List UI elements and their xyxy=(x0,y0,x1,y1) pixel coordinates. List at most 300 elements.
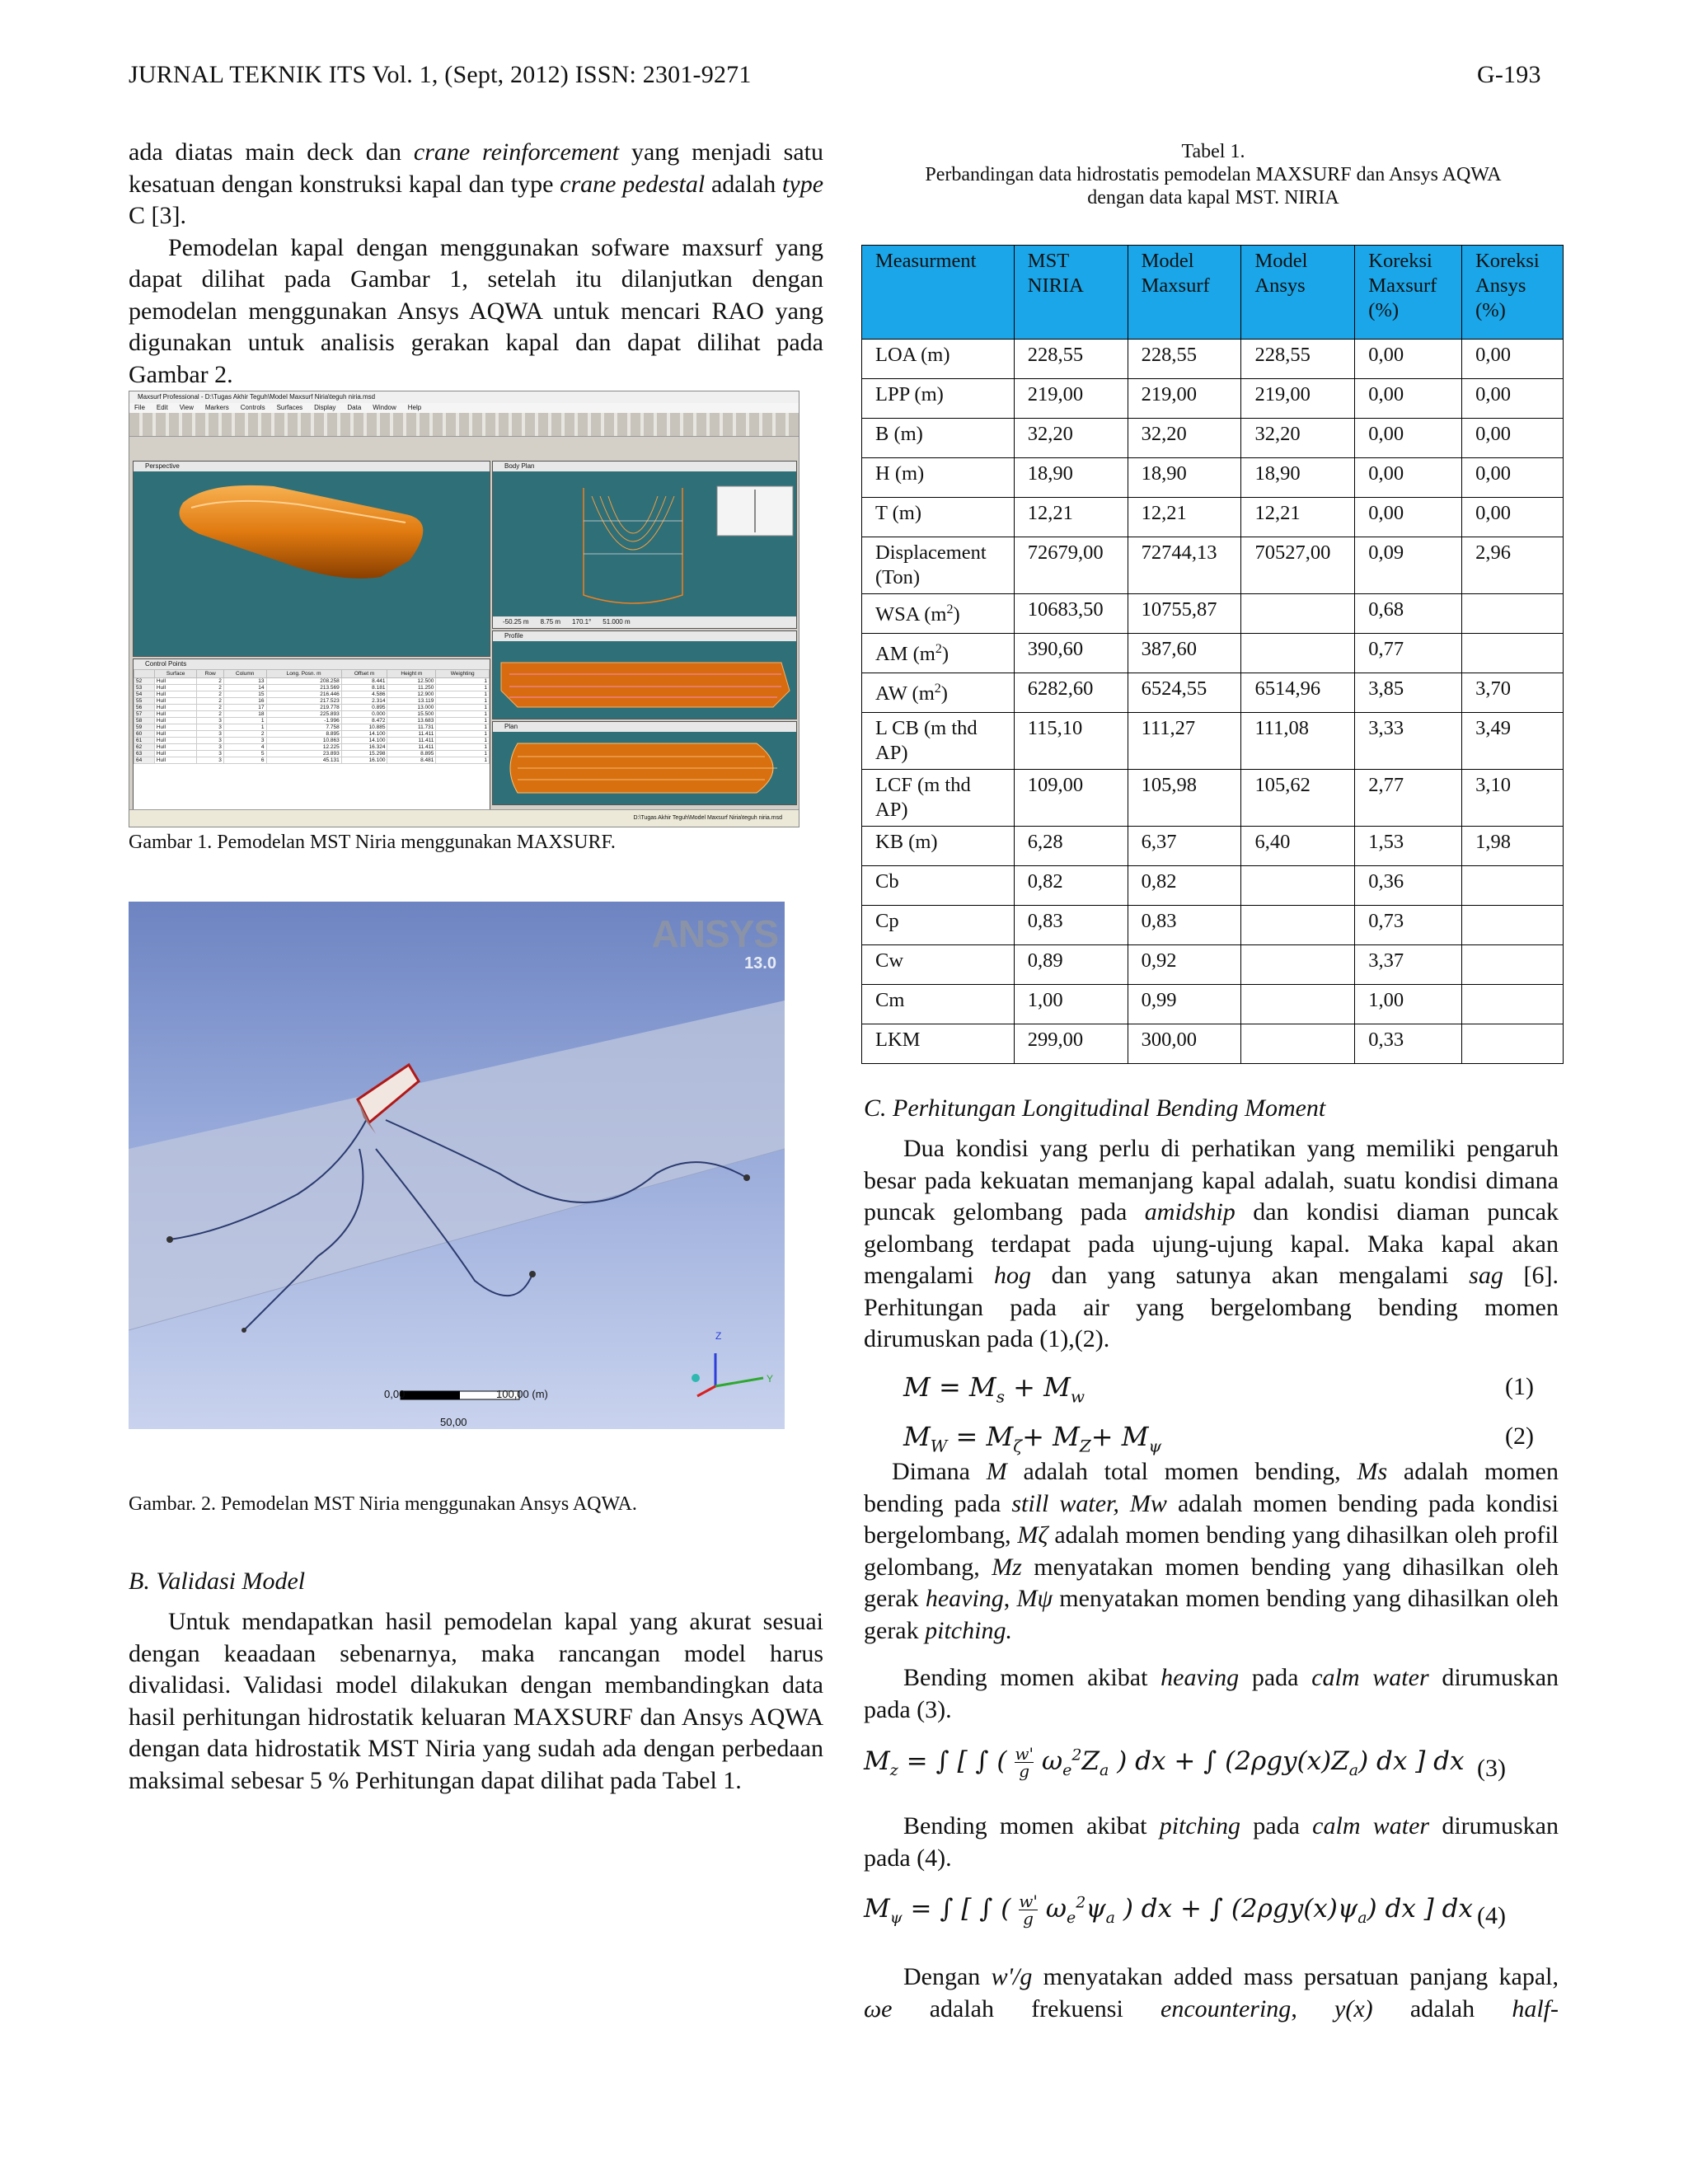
cp-cell: 57 xyxy=(134,711,155,718)
cp-cell: 0.895 xyxy=(341,705,387,711)
table-cell: 219,00 xyxy=(1128,379,1241,419)
table-row xyxy=(862,594,1564,634)
cp-cell: 2 xyxy=(197,711,224,718)
cp-cell: 13.683 xyxy=(387,718,436,724)
cp-cell: 56 xyxy=(134,705,155,711)
cp-cell: 5 xyxy=(223,751,266,757)
cp-cell: 53 xyxy=(134,685,155,691)
menu-window[interactable]: Window xyxy=(373,404,396,411)
table-cell: 105,62 xyxy=(1241,770,1355,827)
equation-4-number: (4) xyxy=(1477,1902,1506,1929)
cp-cell: 2 xyxy=(197,691,224,698)
menu-display[interactable]: Display xyxy=(314,404,336,411)
page-number: G-193 xyxy=(1477,61,1541,88)
cp-cell: Hull xyxy=(154,711,197,718)
table-cell: 2,96 xyxy=(1462,537,1564,594)
equation-4: $M_\psi$ = ∫ [ ∫ ( $\frac{w'}{g}$ $\omega_e^2\psi_a$ ) dx + ∫ $(2\rho gy(x)\psi_a)$ dx ] dx xyxy=(864,1891,1473,1929)
table-cell: 0,00 xyxy=(1355,419,1462,458)
cp-cell: 216.446 xyxy=(266,691,341,698)
table-cell: 6524,55 xyxy=(1128,673,1241,713)
table-cell: 1,53 xyxy=(1355,827,1462,866)
cp-cell: 14.100 xyxy=(341,731,387,738)
table-cell xyxy=(1241,634,1355,673)
cp-cell: 8.895 xyxy=(387,751,436,757)
table-row xyxy=(862,906,1564,945)
control-points-window[interactable] xyxy=(133,658,490,812)
cp-row[interactable] xyxy=(134,685,490,691)
cp-cell: 1 xyxy=(436,698,490,705)
cp-row[interactable] xyxy=(134,691,490,698)
right-paragraph-4: Bending momen akibat pitching pada calm water dirumuskan pada (4). xyxy=(864,1812,1559,1872)
table-1-caption xyxy=(864,140,1563,209)
table-cell: 6514,96 xyxy=(1241,673,1355,713)
cp-cell: 13.000 xyxy=(387,705,436,711)
perspective-title: Perspective xyxy=(134,462,490,471)
table-cell: 228,55 xyxy=(1128,340,1241,379)
table-cell: 1,00 xyxy=(1014,985,1128,1024)
table-cell: 3,33 xyxy=(1355,713,1462,770)
table-cell: 32,20 xyxy=(1241,419,1355,458)
table-cell: 12,21 xyxy=(1241,498,1355,537)
cp-cell: Hull xyxy=(154,705,197,711)
cp-cell: Hull xyxy=(154,691,197,698)
section-b-heading: B. Validasi Model xyxy=(129,1568,306,1595)
table-cell xyxy=(1241,906,1355,945)
cp-row[interactable] xyxy=(134,751,490,757)
cp-cell: 0.000 xyxy=(341,711,387,718)
profile-drawing xyxy=(493,641,796,719)
cp-cell: 10.885 xyxy=(341,724,387,731)
table-cell: 111,08 xyxy=(1241,713,1355,770)
cp-cell: 1 xyxy=(436,738,490,744)
table-cell: H (m) xyxy=(862,458,1015,498)
table-row xyxy=(862,458,1564,498)
cp-cell: 2 xyxy=(197,705,224,711)
maxsurf-toolbar[interactable] xyxy=(129,413,799,437)
table-cell: LKM xyxy=(862,1024,1015,1064)
table-1-caption-line-1: Perbandingan data hidrostatis pemodelan MAXSURF dan Ansys AQWA xyxy=(925,164,1502,185)
table-cell: T (m) xyxy=(862,498,1015,537)
plan-title: Plan xyxy=(493,722,796,732)
table-row xyxy=(862,1024,1564,1064)
cp-cell: 13.119 xyxy=(387,698,436,705)
cp-row[interactable] xyxy=(134,738,490,744)
col-header: Koreksi Maxsurf (%) xyxy=(1355,246,1462,340)
unit-superscript: 2 xyxy=(946,602,954,616)
cp-cell: 2 xyxy=(197,685,224,691)
cp-cell: 54 xyxy=(134,691,155,698)
cp-cell: 219.778 xyxy=(266,705,341,711)
table-cell: 0,33 xyxy=(1355,1024,1462,1064)
cp-cell: 45.131 xyxy=(266,757,341,764)
cp-cell: 2.314 xyxy=(341,698,387,705)
body-plan-status: -50.25 m 8.75 m 170.1° 51.000 m xyxy=(493,616,796,628)
unit-superscript: 2 xyxy=(934,682,941,696)
cp-cell: 52 xyxy=(134,678,155,685)
cp-cell: 3 xyxy=(197,731,224,738)
cp-cell: 12.500 xyxy=(387,678,436,685)
col-header: MST NIRIA xyxy=(1014,246,1128,340)
figure-1-caption: Gambar 1. Pemodelan MST Niria menggunakan MAXSURF. xyxy=(129,832,616,853)
cp-cell: 1 xyxy=(223,724,266,731)
equation-2: $M_W = M_\zeta+ M_Z+ M_\psi$ xyxy=(903,1421,1162,1456)
body-plan-title: Body Plan xyxy=(493,462,796,471)
perspective-window[interactable] xyxy=(133,461,490,657)
cp-cell: 16 xyxy=(223,698,266,705)
cp-cell: 1 xyxy=(436,757,490,764)
cp-cell: 1 xyxy=(436,685,490,691)
plan-window[interactable] xyxy=(492,721,797,805)
table-cell: LOA (m) xyxy=(862,340,1015,379)
cp-cell: 8.895 xyxy=(266,731,341,738)
table-cell: 6,40 xyxy=(1241,827,1355,866)
cp-cell: 3 xyxy=(197,751,224,757)
cp-cell: 8.481 xyxy=(387,757,436,764)
cp-cell: Hull xyxy=(154,724,197,731)
menu-surfaces[interactable]: Surfaces xyxy=(276,404,303,411)
cp-cell: 3 xyxy=(197,724,224,731)
table-cell: 18,90 xyxy=(1241,458,1355,498)
cp-cell: 23.893 xyxy=(266,751,341,757)
cp-cell: 11.411 xyxy=(387,744,436,751)
cp-cell: 17 xyxy=(223,705,266,711)
table-cell xyxy=(1462,1024,1564,1064)
table-cell: 0,00 xyxy=(1462,340,1564,379)
maxsurf-screenshot xyxy=(129,391,799,827)
table-1-title: Tabel 1. xyxy=(1181,141,1245,162)
cp-header: Surface xyxy=(154,670,197,678)
table-cell: 1,98 xyxy=(1462,827,1564,866)
table-cell: WSA $(m^2)$ xyxy=(862,594,1015,634)
cp-cell: 213.569 xyxy=(266,685,341,691)
table-cell: 18,90 xyxy=(1014,458,1128,498)
ansys-logo: ANSYS xyxy=(651,912,778,955)
cp-cell: 1 xyxy=(223,718,266,724)
table-cell: 0,36 xyxy=(1355,866,1462,906)
cp-cell: 18 xyxy=(223,711,266,718)
cp-row[interactable] xyxy=(134,757,490,764)
table-row xyxy=(862,673,1564,713)
table-cell: 32,20 xyxy=(1014,419,1128,458)
table-header-row xyxy=(862,246,1564,340)
table-row xyxy=(862,419,1564,458)
cp-cell: 1 xyxy=(436,678,490,685)
cp-cell: 15.298 xyxy=(341,751,387,757)
right-paragraph-1: Dua kondisi yang perlu di perhatikan yang memiliki pengaruh besar pada kekuatan memanjang kapal adalah, suatu kondisi dimana puncak gelombang pada amidship dan kondisi diaman puncak gelombang terdapat pada ujung-ujung kapal. Maka kapal akan mengalami hog dan yang satunya akan mengalami sag [6]. Perhitungan pada air yang bergelombang bending momen dirumuskan pada (1),(2). xyxy=(864,1135,1559,1352)
right-paragraph-5: Dengan w'/g menyatakan added mass persatuan panjang kapal, ωe adalah frekuensi encountering, y(x) adalah half- xyxy=(864,1963,1559,2022)
cp-cell: 13 xyxy=(223,678,266,685)
table-cell: 0,83 xyxy=(1014,906,1128,945)
table-cell: LPP (m) xyxy=(862,379,1015,419)
table-cell: B (m) xyxy=(862,419,1015,458)
cp-cell: Hull xyxy=(154,685,197,691)
axis-y-label: Y xyxy=(767,1373,774,1385)
scale-right-label: 100,00 (m) xyxy=(496,1388,548,1400)
cp-cell: 8.181 xyxy=(341,685,387,691)
cp-cell: 11.411 xyxy=(387,738,436,744)
col-header: Model Ansys xyxy=(1241,246,1355,340)
table-cell: 299,00 xyxy=(1014,1024,1128,1064)
menu-view[interactable]: View xyxy=(179,404,194,411)
table-cell: 0,00 xyxy=(1355,379,1462,419)
table-cell xyxy=(1462,866,1564,906)
cp-cell: 59 xyxy=(134,724,155,731)
table-cell: 3,10 xyxy=(1462,770,1564,827)
cp-cell: 1 xyxy=(436,731,490,738)
table-cell: 390,60 xyxy=(1014,634,1128,673)
table-cell: 3,49 xyxy=(1462,713,1564,770)
cp-cell: 208.258 xyxy=(266,678,341,685)
cp-cell: 15.500 xyxy=(387,711,436,718)
cp-cell: 10.863 xyxy=(266,738,341,744)
table-cell: 228,55 xyxy=(1241,340,1355,379)
table-cell: 72679,00 xyxy=(1014,537,1128,594)
cp-row[interactable] xyxy=(134,744,490,751)
equation-1-number: (1) xyxy=(1505,1373,1534,1400)
cp-cell: 8.472 xyxy=(341,718,387,724)
cp-cell: 3 xyxy=(197,757,224,764)
cp-cell: 58 xyxy=(134,718,155,724)
table-cell: 0,09 xyxy=(1355,537,1462,594)
table-cell: 32,20 xyxy=(1128,419,1241,458)
table-cell: 0,99 xyxy=(1128,985,1241,1024)
table-cell: 0,00 xyxy=(1355,498,1462,537)
table-cell: 6282,60 xyxy=(1014,673,1128,713)
table-row xyxy=(862,498,1564,537)
menu-help[interactable]: Help xyxy=(407,404,422,411)
table-cell xyxy=(1241,594,1355,634)
table-row xyxy=(862,537,1564,594)
table-cell: LCF (m thd AP) xyxy=(862,770,1015,827)
table-cell: Cm xyxy=(862,985,1015,1024)
table-cell xyxy=(1241,985,1355,1024)
cp-cell: Hull xyxy=(154,698,197,705)
cp-cell: 16.324 xyxy=(341,744,387,751)
cp-cell: 225.893 xyxy=(266,711,341,718)
table-cell: 0,68 xyxy=(1355,594,1462,634)
table-cell: 219,00 xyxy=(1014,379,1128,419)
cp-cell: Hull xyxy=(154,718,197,724)
cp-cell: 2 xyxy=(197,698,224,705)
table-1-caption-line-2: dengan data kapal MST. NIRIA xyxy=(1087,187,1339,209)
right-paragraph-3: Bending momen akibat heaving pada calm water dirumuskan pada (3). xyxy=(864,1664,1559,1723)
cp-header: Height m xyxy=(387,670,436,678)
table-cell: 300,00 xyxy=(1128,1024,1241,1064)
table-cell: 12,21 xyxy=(1128,498,1241,537)
figure-2-caption: Gambar. 2. Pemodelan MST Niria menggunakan Ansys AQWA. xyxy=(129,1493,637,1515)
cp-cell: 16.100 xyxy=(341,757,387,764)
equation-3: $M_z$ = ∫ [ ∫ ( $\frac{w'}{g}$ $\omega_e^2Z_a$ ) dx + ∫ $(2\rho gy(x)Z_a)$ dx ] dx xyxy=(864,1744,1465,1781)
cp-cell: 1 xyxy=(436,751,490,757)
left-paragraph-3: Untuk mendapatkan hasil pemodelan kapal yang akurat sesuai dengan keaadaan sebenarnya, maka rancangan model harus divalidasi. Validasi model dilakukan dengan membandingkan data hasil perhitungan hidrostatik keluaran MAXSURF dan Ansys AQWA dengan data hidrostatik MST Niria yang sudah ada dengan perbedaan maksimal sebesar 5 % Perhitungan dapat dilihat pada Tabel 1. xyxy=(129,1608,823,1794)
table-row xyxy=(862,866,1564,906)
cp-cell: 63 xyxy=(134,751,155,757)
table-cell: L CB (m thd AP) xyxy=(862,713,1015,770)
table-cell xyxy=(1241,866,1355,906)
table-cell xyxy=(1462,985,1564,1024)
table-cell: 2,77 xyxy=(1355,770,1462,827)
cp-cell: 1 xyxy=(436,711,490,718)
table-cell: Cp xyxy=(862,906,1015,945)
ansys-scene xyxy=(129,902,785,1429)
cp-cell: 4 xyxy=(223,744,266,751)
maxsurf-menubar xyxy=(129,403,799,413)
table-cell: 0,82 xyxy=(1128,866,1241,906)
cp-cell: 4.586 xyxy=(341,691,387,698)
table-row xyxy=(862,340,1564,379)
table-cell xyxy=(1241,945,1355,985)
plan-drawing xyxy=(493,732,796,804)
ansys-screenshot xyxy=(129,902,785,1429)
table-cell: 109,00 xyxy=(1014,770,1128,827)
running-header: JURNAL TEKNIK ITS Vol. 1, (Sept, 2012) ISSN: 2301-9271 xyxy=(129,61,752,88)
cp-cell: Hull xyxy=(154,678,197,685)
cp-cell: 11.731 xyxy=(387,724,436,731)
table-cell: 228,55 xyxy=(1014,340,1128,379)
cp-cell: 6 xyxy=(223,757,266,764)
cp-cell: Hull xyxy=(154,738,197,744)
table-cell: Displacement (Ton) xyxy=(862,537,1015,594)
cp-cell: 60 xyxy=(134,731,155,738)
cp-cell: 3 xyxy=(223,738,266,744)
scale-left-label: 0,00 xyxy=(384,1388,406,1400)
cp-cell: 1 xyxy=(436,724,490,731)
cp-cell: 1 xyxy=(436,705,490,711)
cp-cell: 1 xyxy=(436,718,490,724)
table-row xyxy=(862,827,1564,866)
body-plan-drawing xyxy=(493,471,796,612)
menu-controls[interactable]: Controls xyxy=(240,404,265,411)
table-row xyxy=(862,713,1564,770)
hull-perspective-view xyxy=(134,471,490,656)
cp-cell: 3 xyxy=(197,718,224,724)
col-header: Measurment xyxy=(862,246,1015,340)
table-cell: 3,70 xyxy=(1462,673,1564,713)
axis-z-label: Z xyxy=(715,1330,722,1342)
left-paragraph-2: Pemodelan kapal dengan menggunakan sofware maxsurf yang dapat dilihat pada Gambar 1, setelah itu dilanjutkan dengan pemodelan menggunakan Ansys AQWA untuk mencari RAO yang digunakan untuk analisis gerakan kapal dan dapat dilihat pada Gambar 2. xyxy=(129,233,823,388)
cp-row[interactable] xyxy=(134,711,490,718)
cp-header: Offset m xyxy=(341,670,387,678)
cp-cell: 7.758 xyxy=(266,724,341,731)
table-row xyxy=(862,945,1564,985)
cp-row[interactable] xyxy=(134,718,490,724)
profile-title: Profile xyxy=(493,631,796,641)
cp-cell: 14 xyxy=(223,685,266,691)
table-cell xyxy=(1462,945,1564,985)
table-row xyxy=(862,770,1564,827)
table-cell xyxy=(1462,634,1564,673)
cp-cell: 11.250 xyxy=(387,685,436,691)
cp-cell: 1 xyxy=(436,691,490,698)
table-cell: 0,00 xyxy=(1355,340,1462,379)
cp-cell: 3 xyxy=(197,744,224,751)
table-row xyxy=(862,379,1564,419)
equation-1: $M = M_s + M_w$ xyxy=(903,1371,1085,1407)
table-cell: 72744,13 xyxy=(1128,537,1241,594)
equation-3-number: (3) xyxy=(1477,1755,1506,1782)
table-cell: 219,00 xyxy=(1241,379,1355,419)
table-cell: 387,60 xyxy=(1128,634,1241,673)
menu-file[interactable]: File xyxy=(134,404,145,411)
cp-cell: Hull xyxy=(154,731,197,738)
cp-cell: 1 xyxy=(436,744,490,751)
menu-edit[interactable]: Edit xyxy=(156,404,168,411)
cp-cell: 12.900 xyxy=(387,691,436,698)
cp-header: Long. Posn. m xyxy=(266,670,341,678)
cp-row[interactable] xyxy=(134,724,490,731)
table-cell: 18,90 xyxy=(1128,458,1241,498)
table-cell: 70527,00 xyxy=(1241,537,1355,594)
cp-cell: 217.523 xyxy=(266,698,341,705)
cp-row[interactable] xyxy=(134,698,490,705)
cp-header: Weighting xyxy=(436,670,490,678)
scale-mid-label: 50,00 xyxy=(440,1416,467,1428)
ansys-version: 13.0 xyxy=(744,954,776,972)
right-paragraph-2: Dimana M adalah total momen bending, Ms adalah momen bending pada still water, Mw adalah momen bending pada kondisi bergelombang, Mζ adalah momen bending yang dihasilkan oleh profil gelombang, Mz menyatakan momen bending yang dihasilkan oleh gerak heaving, Mψ menyatakan momen bending yang dihasilkan oleh gerak pitching. xyxy=(864,1458,1559,1644)
cp-row[interactable] xyxy=(134,705,490,711)
table-cell: 0,00 xyxy=(1462,458,1564,498)
cp-cell: Hull xyxy=(154,751,197,757)
cp-cell: -1.996 xyxy=(266,718,341,724)
cp-row[interactable] xyxy=(134,678,490,685)
cp-cell: Hull xyxy=(154,757,197,764)
table-cell: 115,10 xyxy=(1014,713,1128,770)
table-cell: 111,27 xyxy=(1128,713,1241,770)
cp-cell: 11.411 xyxy=(387,731,436,738)
cp-row[interactable] xyxy=(134,731,490,738)
cp-cell: 62 xyxy=(134,744,155,751)
table-cell: 1,00 xyxy=(1355,985,1462,1024)
menu-markers[interactable]: Markers xyxy=(204,404,229,411)
table-cell: 0,83 xyxy=(1128,906,1241,945)
cp-corner xyxy=(134,670,155,678)
col-header: Model Maxsurf xyxy=(1128,246,1241,340)
cp-cell: 12.225 xyxy=(266,744,341,751)
table-cell xyxy=(1462,906,1564,945)
body-plan-window[interactable] xyxy=(492,461,797,629)
profile-window[interactable] xyxy=(492,630,797,719)
table-cell: 0,00 xyxy=(1355,458,1462,498)
table-cell: 3,37 xyxy=(1355,945,1462,985)
table-cell: Cw xyxy=(862,945,1015,985)
table-cell xyxy=(1241,1024,1355,1064)
table-cell: 0,00 xyxy=(1462,379,1564,419)
table-cell: 10683,50 xyxy=(1014,594,1128,634)
cp-cell: Hull xyxy=(154,744,197,751)
menu-data[interactable]: Data xyxy=(347,404,362,411)
cp-header: Row xyxy=(197,670,224,678)
table-cell: 0,89 xyxy=(1014,945,1128,985)
table-cell: AW $(m^2)$ xyxy=(862,673,1015,713)
table-cell: 0,73 xyxy=(1355,906,1462,945)
cp-cell: 55 xyxy=(134,698,155,705)
table-cell: 6,28 xyxy=(1014,827,1128,866)
table-cell: 0,82 xyxy=(1014,866,1128,906)
table-cell: 3,85 xyxy=(1355,673,1462,713)
table-cell xyxy=(1462,594,1564,634)
table-row xyxy=(862,985,1564,1024)
cp-cell: 8.441 xyxy=(341,678,387,685)
cp-cell: 14.100 xyxy=(341,738,387,744)
control-points-table xyxy=(134,669,490,764)
table-cell: 0,92 xyxy=(1128,945,1241,985)
maxsurf-statusbar: D:\Tugas Akhir Teguh\Model Maxsurf Niria\teguh niria.msd xyxy=(129,809,799,827)
table-cell: Cb xyxy=(862,866,1015,906)
equation-2-number: (2) xyxy=(1505,1422,1534,1450)
hydrostatic-table xyxy=(861,245,1564,1064)
cp-cell: 61 xyxy=(134,738,155,744)
table-cell: 6,37 xyxy=(1128,827,1241,866)
